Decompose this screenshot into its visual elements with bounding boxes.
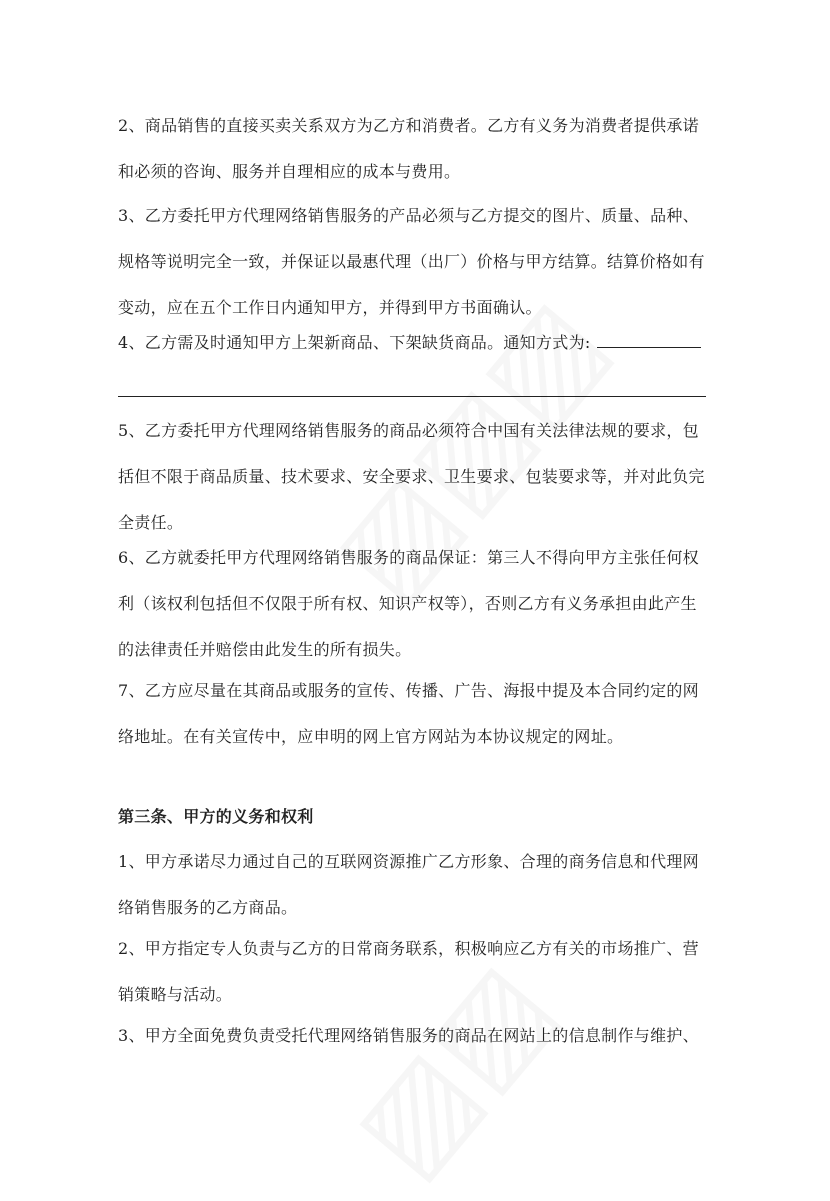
section-3-heading: 第三条、甲方的义务和权利: [118, 807, 314, 826]
clause-3-2: 2、甲方指定专人负责与乙方的日常商务联系，积极响应乙方有关的市场推广、营 销策略与活动。: [118, 939, 699, 1004]
clause-2-7: 7、乙方应尽量在其商品或服务的宣传、传播、广告、海报中提及本合同约定的网 络地址。在有关宣传中，应申明的网上官方网站为本协议规定的网址。: [118, 681, 699, 746]
clause-2-6: 6、乙方就委托甲方代理网络销售服务的商品保证：第三人不得向甲方主张任何权 利（该权利包括但不仅限于所有权、知识产权等），否则乙方有义务承担由此产生 的法律责任并赔偿由此发生的所有损失。: [118, 548, 699, 659]
notification-method-blank: [597, 333, 701, 348]
notification-method-rule: [118, 396, 706, 397]
clause-3-3: 3、甲方全面免费负责受托代理网络销售服务的商品在网站上的信息制作与维护、: [118, 1026, 699, 1045]
clause-2-3: 3、乙方委托甲方代理网络销售服务的产品必须与乙方提交的图片、质量、品种、 规格等说明完全一致，并保证以最惠代理（出厂）价格与甲方结算。结算价格如有 变动，应在五个工作日内通知甲方，并得到甲方书面确认。: [118, 206, 705, 317]
clause-2-4: 4、乙方需及时通知甲方上架新商品、下架缺货商品。通知方式为:: [118, 332, 718, 354]
clause-2-5: 5、乙方委托甲方代理网络销售服务的商品必须符合中国有关法律法规的要求，包 括但不限于商品质量、技术要求、安全要求、卫生要求、包装要求等，并对此负完 全责任。: [118, 421, 705, 532]
clause-3-1: 1、甲方承诺尽力通过自己的互联网资源推广乙方形象、合理的商务信息和代理网 络销售服务的乙方商品。: [118, 852, 699, 917]
clause-2-2: 2、商品销售的直接买卖关系双方为乙方和消费者。乙方有义务为消费者提供承诺 和必须的咨询、服务并自理相应的成本与费用。: [118, 116, 699, 181]
